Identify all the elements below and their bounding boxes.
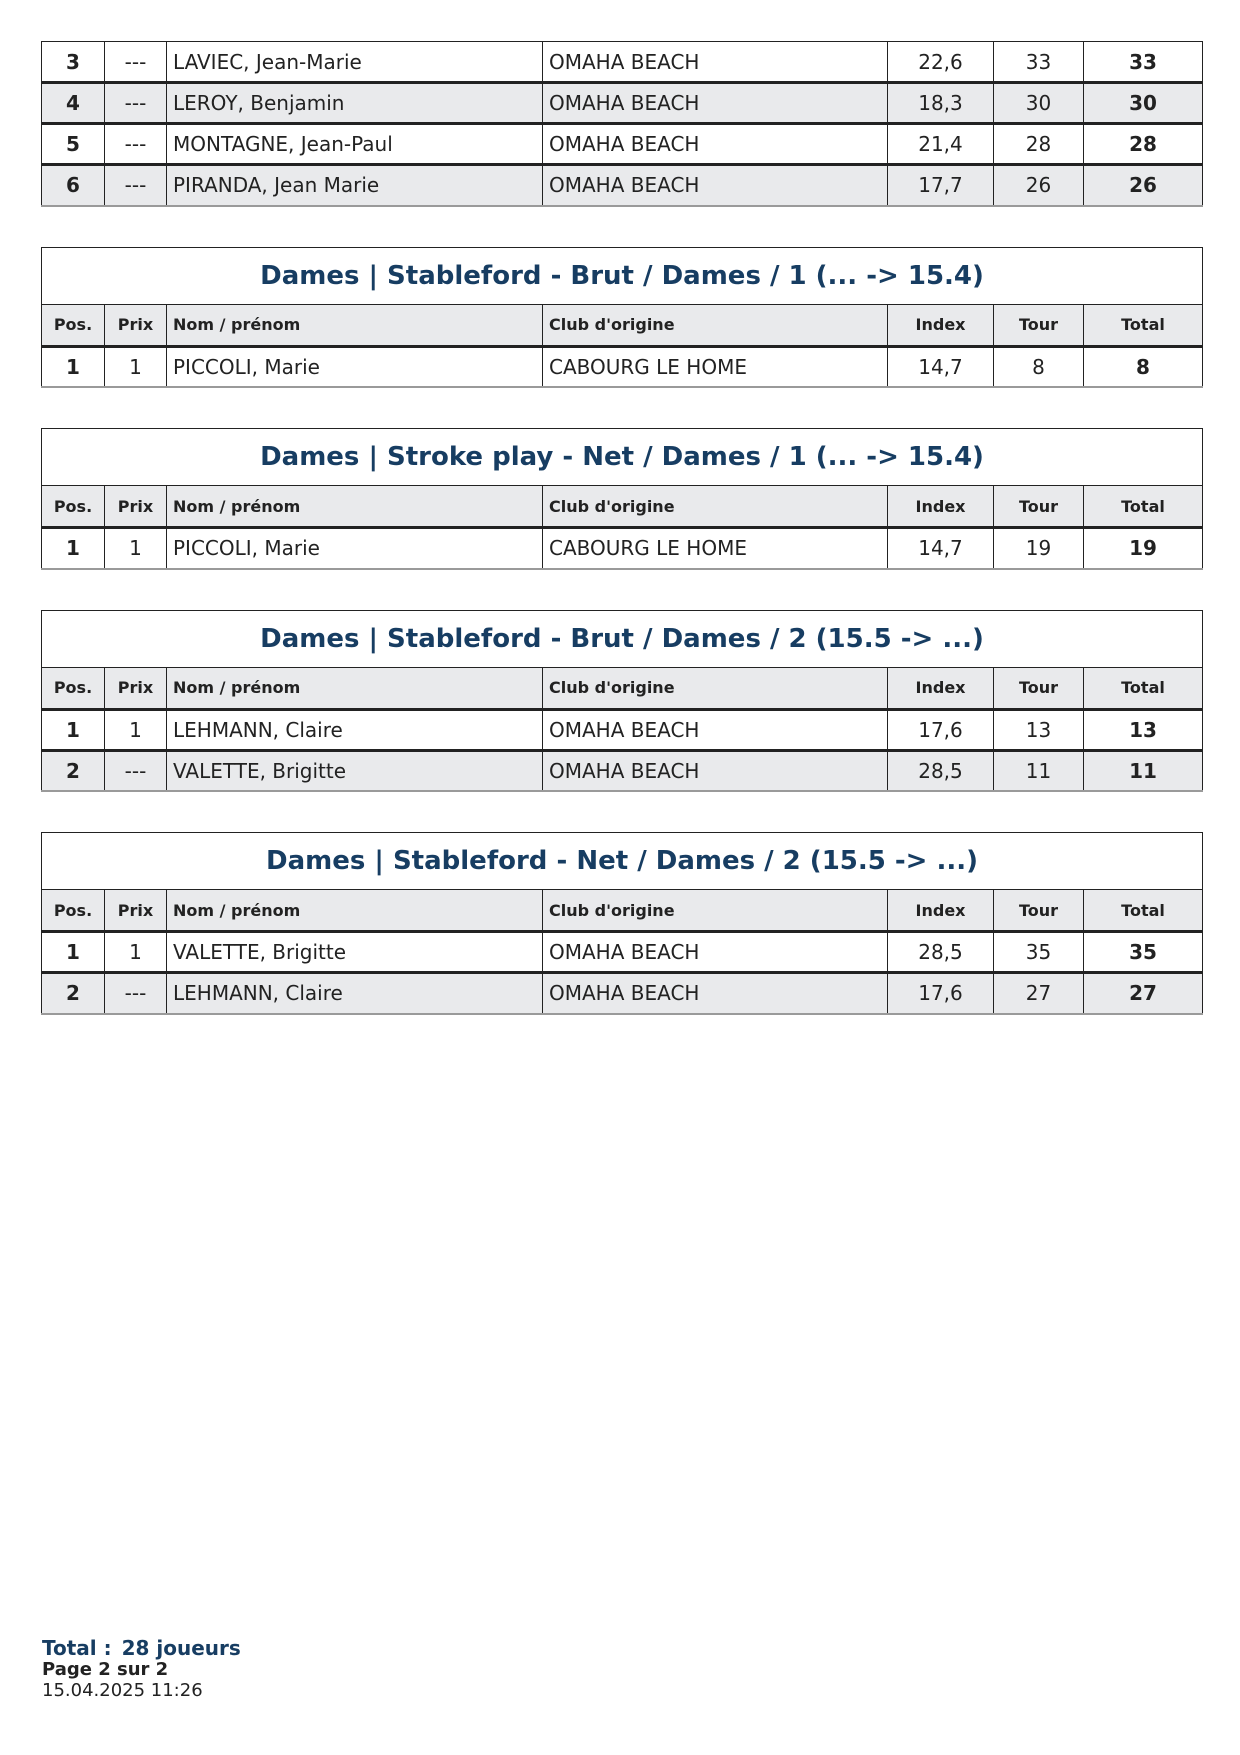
club-cell: CABOURG LE HOME <box>543 528 888 569</box>
header-prix: Prix <box>105 486 167 528</box>
tour-cell: 30 <box>994 83 1084 124</box>
header-nom: Nom / prénom <box>167 667 543 709</box>
total-cell: 33 <box>1084 42 1203 83</box>
section-title: Dames | Stroke play - Net / Dames / 1 (... -> 15.4) <box>42 429 1203 486</box>
print-date: 15.04.2025 11:26 <box>42 1680 203 1701</box>
pos-cell: 4 <box>42 83 105 124</box>
tour-cell: 27 <box>994 973 1084 1014</box>
pos-cell: 2 <box>42 750 105 791</box>
table-row <box>42 346 1203 387</box>
nom-cell: MONTAGNE, Jean-Paul <box>167 124 543 165</box>
total-cell: 30 <box>1084 83 1203 124</box>
tour-cell: 19 <box>994 528 1084 569</box>
total-cell: 27 <box>1084 973 1203 1014</box>
pos-cell: 1 <box>42 346 105 387</box>
table-title-row <box>42 833 1203 890</box>
header-tour: Tour <box>994 486 1084 528</box>
page-number: Page 2 sur 2 <box>42 1659 169 1680</box>
club-cell: OMAHA BEACH <box>543 932 888 973</box>
table-row <box>42 83 1203 124</box>
table-row <box>42 709 1203 750</box>
results-table-stableford-brut-dames-2 <box>41 610 1203 793</box>
index-cell: 17,6 <box>888 709 994 750</box>
pos-cell: 1 <box>42 932 105 973</box>
tour-cell: 35 <box>994 932 1084 973</box>
header-club: Club d'origine <box>543 304 888 346</box>
header-tour: Tour <box>994 890 1084 932</box>
index-cell: 28,5 <box>888 932 994 973</box>
total-label: Total : <box>42 1636 112 1660</box>
results-table-strokeplay-net-dames-1 <box>41 428 1203 570</box>
section-title: Dames | Stableford - Brut / Dames / 2 (15.5 -> ...) <box>42 610 1203 667</box>
club-cell: OMAHA BEACH <box>543 750 888 791</box>
header-nom: Nom / prénom <box>167 304 543 346</box>
table-row <box>42 932 1203 973</box>
club-cell: CABOURG LE HOME <box>543 346 888 387</box>
index-cell: 14,7 <box>888 528 994 569</box>
prix-cell: 1 <box>105 346 167 387</box>
index-cell: 22,6 <box>888 42 994 83</box>
nom-cell: PIRANDA, Jean Marie <box>167 165 543 206</box>
table-header-row <box>42 667 1203 709</box>
total-cell: 13 <box>1084 709 1203 750</box>
table-title-row <box>42 429 1203 486</box>
header-prix: Prix <box>105 890 167 932</box>
club-cell: OMAHA BEACH <box>543 42 888 83</box>
header-pos: Pos. <box>42 486 105 528</box>
nom-cell: LAVIEC, Jean-Marie <box>167 42 543 83</box>
header-pos: Pos. <box>42 304 105 346</box>
total-value: 28 joueurs <box>121 1636 241 1660</box>
tour-cell: 11 <box>994 750 1084 791</box>
results-table-stableford-brut-dames-1 <box>41 247 1203 389</box>
header-tour: Tour <box>994 304 1084 346</box>
table-header-row <box>42 304 1203 346</box>
pos-cell: 5 <box>42 124 105 165</box>
total-players <box>42 1636 241 1660</box>
table-header-row <box>42 486 1203 528</box>
index-cell: 14,7 <box>888 346 994 387</box>
pos-cell: 2 <box>42 973 105 1014</box>
header-index: Index <box>888 667 994 709</box>
tour-cell: 8 <box>994 346 1084 387</box>
table-row <box>42 124 1203 165</box>
nom-cell: PICCOLI, Marie <box>167 346 543 387</box>
table-header-row <box>42 890 1203 932</box>
total-cell: 35 <box>1084 932 1203 973</box>
prix-cell: --- <box>105 42 167 83</box>
table-row <box>42 750 1203 791</box>
table-row <box>42 528 1203 569</box>
table-title-row <box>42 247 1203 304</box>
club-cell: OMAHA BEACH <box>543 83 888 124</box>
prix-cell: --- <box>105 83 167 124</box>
total-cell: 19 <box>1084 528 1203 569</box>
section-title: Dames | Stableford - Net / Dames / 2 (15.5 -> ...) <box>42 833 1203 890</box>
prix-cell: --- <box>105 750 167 791</box>
nom-cell: PICCOLI, Marie <box>167 528 543 569</box>
header-prix: Prix <box>105 304 167 346</box>
prix-cell: --- <box>105 124 167 165</box>
header-index: Index <box>888 304 994 346</box>
header-total: Total <box>1084 890 1203 932</box>
index-cell: 17,6 <box>888 973 994 1014</box>
prix-cell: 1 <box>105 528 167 569</box>
club-cell: OMAHA BEACH <box>543 973 888 1014</box>
club-cell: OMAHA BEACH <box>543 165 888 206</box>
tour-cell: 26 <box>994 165 1084 206</box>
header-pos: Pos. <box>42 890 105 932</box>
club-cell: OMAHA BEACH <box>543 124 888 165</box>
header-index: Index <box>888 890 994 932</box>
pos-cell: 1 <box>42 709 105 750</box>
total-cell: 28 <box>1084 124 1203 165</box>
header-total: Total <box>1084 486 1203 528</box>
header-index: Index <box>888 486 994 528</box>
header-pos: Pos. <box>42 667 105 709</box>
pos-cell: 6 <box>42 165 105 206</box>
index-cell: 17,7 <box>888 165 994 206</box>
header-club: Club d'origine <box>543 667 888 709</box>
header-nom: Nom / prénom <box>167 486 543 528</box>
pos-cell: 3 <box>42 42 105 83</box>
table-title-row <box>42 610 1203 667</box>
nom-cell: LEHMANN, Claire <box>167 709 543 750</box>
results-table-continuation <box>41 41 1203 207</box>
nom-cell: LEHMANN, Claire <box>167 973 543 1014</box>
pos-cell: 1 <box>42 528 105 569</box>
page-footer <box>42 1636 241 1702</box>
index-cell: 21,4 <box>888 124 994 165</box>
table-row <box>42 973 1203 1014</box>
total-cell: 11 <box>1084 750 1203 791</box>
nom-cell: VALETTE, Brigitte <box>167 750 543 791</box>
header-nom: Nom / prénom <box>167 890 543 932</box>
prix-cell: 1 <box>105 932 167 973</box>
tour-cell: 33 <box>994 42 1084 83</box>
table-row <box>42 165 1203 206</box>
total-cell: 26 <box>1084 165 1203 206</box>
header-club: Club d'origine <box>543 890 888 932</box>
club-cell: OMAHA BEACH <box>543 709 888 750</box>
index-cell: 28,5 <box>888 750 994 791</box>
header-tour: Tour <box>994 667 1084 709</box>
total-cell: 8 <box>1084 346 1203 387</box>
tour-cell: 28 <box>994 124 1084 165</box>
header-club: Club d'origine <box>543 486 888 528</box>
section-title: Dames | Stableford - Brut / Dames / 1 (... -> 15.4) <box>42 247 1203 304</box>
results-page <box>41 41 1202 1015</box>
prix-cell: --- <box>105 973 167 1014</box>
tour-cell: 13 <box>994 709 1084 750</box>
table-row <box>42 42 1203 83</box>
header-total: Total <box>1084 304 1203 346</box>
prix-cell: --- <box>105 165 167 206</box>
nom-cell: VALETTE, Brigitte <box>167 932 543 973</box>
header-total: Total <box>1084 667 1203 709</box>
nom-cell: LEROY, Benjamin <box>167 83 543 124</box>
results-table-stableford-net-dames-2 <box>41 832 1203 1015</box>
header-prix: Prix <box>105 667 167 709</box>
index-cell: 18,3 <box>888 83 994 124</box>
prix-cell: 1 <box>105 709 167 750</box>
